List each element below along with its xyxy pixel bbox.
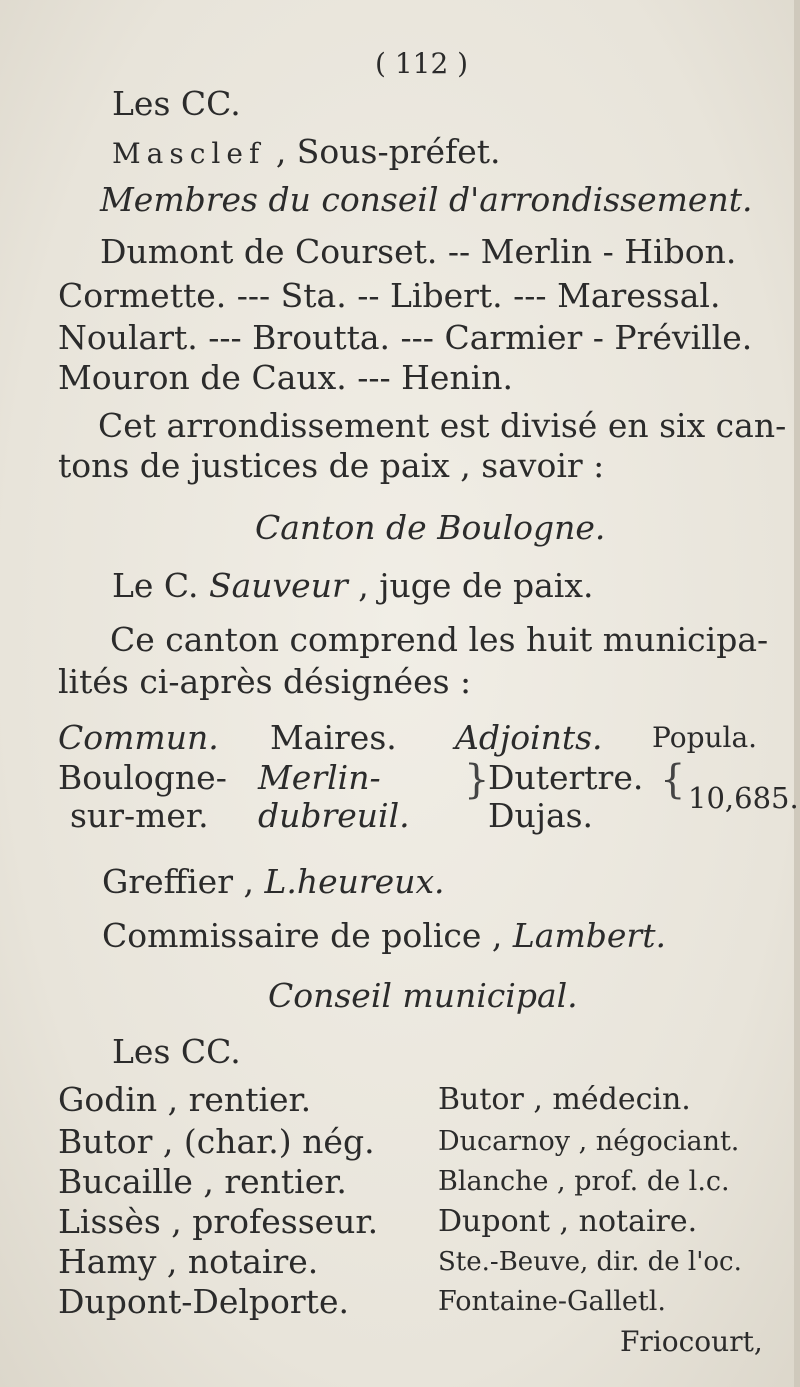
member-right-4: Dupont , notaire. bbox=[438, 1204, 698, 1239]
division-line-1: Cet arrondissement est divisé en six can- bbox=[98, 406, 787, 445]
greffier-name: L.heureux. bbox=[264, 862, 445, 901]
adjoint-line-1: Dutertre. bbox=[488, 758, 644, 797]
member-left-6: Dupont-Delporte. bbox=[58, 1282, 349, 1321]
judge-prefix: Le C. bbox=[112, 566, 199, 605]
canton-line-1: Ce canton comprend les huit municipa- bbox=[110, 620, 769, 659]
page-edge bbox=[794, 0, 800, 1387]
council-heading: Membres du conseil d'arrondissement. bbox=[100, 180, 753, 219]
maire-line-1: Merlin- bbox=[258, 758, 381, 797]
member-right-6: Fontaine-Galletl. bbox=[438, 1286, 666, 1317]
header-maires: Maires. bbox=[270, 718, 397, 757]
commissaire-name: Lambert. bbox=[512, 916, 666, 955]
member-right-3: Blanche , prof. de l.c. bbox=[438, 1166, 730, 1197]
council-line-4: Mouron de Caux. --- Henin. bbox=[58, 358, 514, 397]
sous-prefet-line bbox=[112, 132, 501, 174]
municipal-les-cc: Les CC. bbox=[112, 1032, 241, 1071]
council-line-1: Dumont de Courset. -- Merlin - Hibon. bbox=[100, 232, 737, 271]
council-line-2: Cormette. --- Sta. -- Libert. --- Maressal. bbox=[58, 276, 721, 315]
canton-heading: Canton de Boulogne. bbox=[255, 508, 606, 547]
judge-line bbox=[112, 566, 593, 606]
commissaire-label: Commissaire de police , bbox=[102, 916, 503, 955]
member-left-4: Lissès , professeur. bbox=[58, 1202, 379, 1241]
division-line-2: tons de justices de paix , savoir : bbox=[58, 446, 605, 485]
prefect-title: , Sous-préfet. bbox=[275, 132, 501, 171]
council-line-3: Noulart. --- Broutta. --- Carmier - Préville. bbox=[58, 318, 753, 357]
adjoint-line-2: Dujas. bbox=[488, 796, 594, 835]
population-brace: { bbox=[660, 757, 686, 803]
greffier-line bbox=[102, 862, 445, 902]
member-left-5: Hamy , notaire. bbox=[58, 1242, 319, 1281]
member-right-2: Ducarnoy , négociant. bbox=[438, 1126, 740, 1157]
judge-name: Sauveur bbox=[209, 566, 348, 605]
member-right-5: Ste.-Beuve, dir. de l'oc. bbox=[438, 1247, 742, 1277]
prefect-name: Masclef bbox=[112, 137, 266, 170]
judge-suffix: , juge de paix. bbox=[358, 566, 594, 605]
greffier-label: Greffier , bbox=[102, 862, 254, 901]
municipal-heading: Conseil municipal. bbox=[268, 976, 578, 1015]
member-left-1: Godin , rentier. bbox=[58, 1080, 312, 1119]
adjoints-brace: } bbox=[464, 757, 490, 803]
header-communes: Commun. bbox=[58, 718, 219, 757]
commune-line-2: sur-mer. bbox=[70, 796, 209, 835]
canton-line-2: lités ci-après désignées : bbox=[58, 662, 472, 701]
member-right-7: Friocourt, bbox=[620, 1325, 763, 1358]
page-number: ( 112 ) bbox=[375, 47, 469, 80]
population-value: 10,685. bbox=[688, 781, 799, 815]
member-left-3: Bucaille , rentier. bbox=[58, 1162, 347, 1201]
les-cc-heading: Les CC. bbox=[112, 84, 241, 123]
member-right-1: Butor , médecin. bbox=[438, 1082, 691, 1117]
commissaire-line bbox=[102, 916, 666, 956]
header-population: Popula. bbox=[652, 721, 758, 754]
commune-line-1: Boulogne- bbox=[58, 758, 227, 797]
member-left-2: Butor , (char.) nég. bbox=[58, 1122, 375, 1161]
header-adjoints: Adjoints. bbox=[455, 718, 603, 757]
maire-line-2: dubreuil. bbox=[258, 796, 410, 835]
